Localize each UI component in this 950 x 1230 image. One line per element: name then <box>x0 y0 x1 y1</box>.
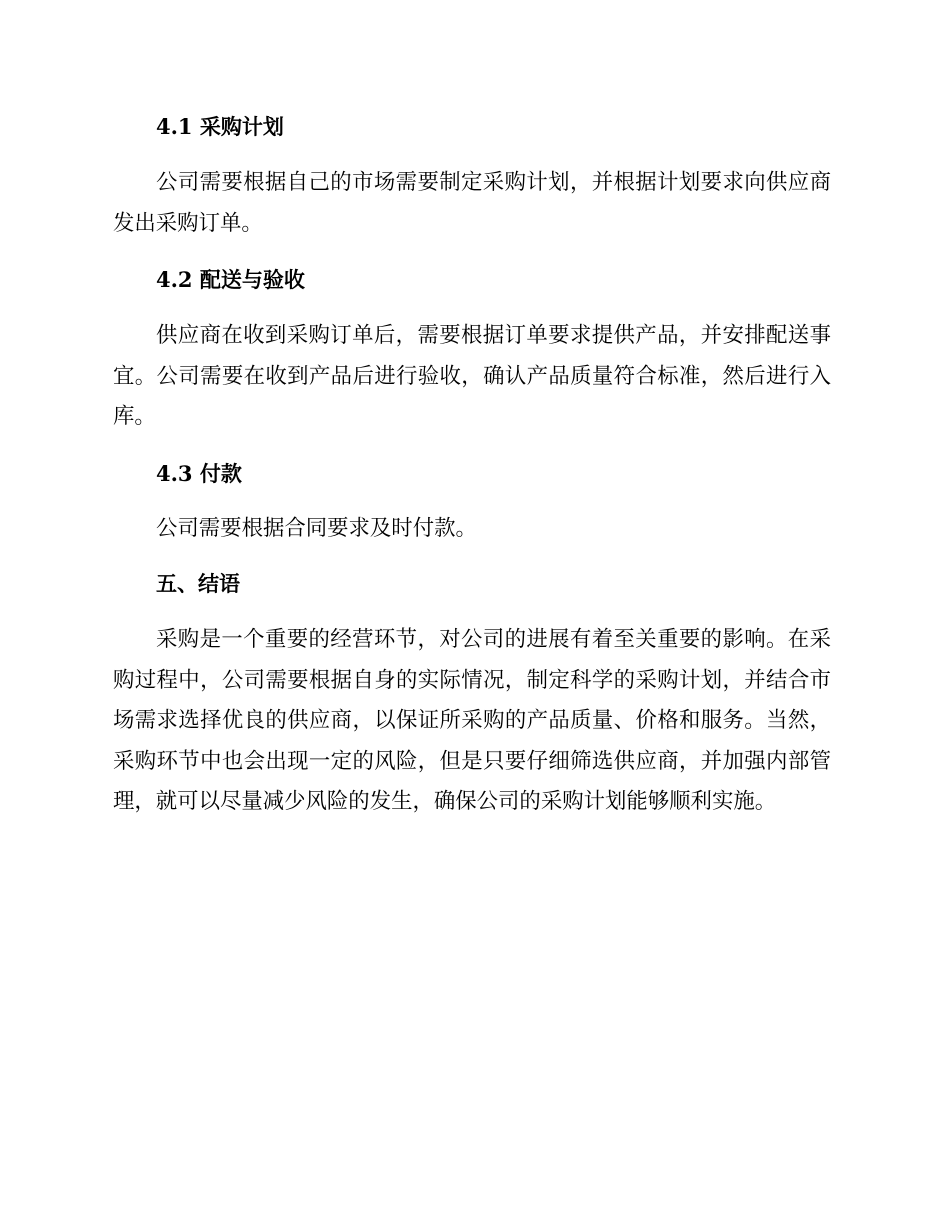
section-heading-4-1: 4.1 采购计划 <box>156 114 284 139</box>
section-heading-4-2: 4.2 配送与验收 <box>156 267 305 292</box>
section-body-4-3: 公司需要根据合同要求及时付款。 <box>156 516 477 541</box>
section-heading-conclusion: 五、结语 <box>156 571 240 596</box>
section-body-4-2: 供应商在收到采购订单后，需要根据订单要求提供产品，并安排配送事宜。公司需要在收到产品后进行验收，确认产品质量符合标准，然后进行入库。 <box>113 323 831 429</box>
section-body-conclusion: 采购是一个重要的经营环节，对公司的进展有着至关重要的影响。在采购过程中，公司需要根据自身的实际情况，制定科学的采购计划，并结合市场需求选择优良的供应商，以保证所采购的产品质量、价格和服务。当然，采购环节中也会出现一定的风险，但是只要仔细筛选供应商，并加强内部管理，就可以尽量减少风险的发生，确保公司的采购计划能够顺利实施。 <box>113 627 831 814</box>
section-heading-4-3: 4.3 付款 <box>156 461 242 486</box>
section-body-4-1: 公司需要根据自己的市场需要制定采购计划，并根据计划要求向供应商发出采购订单。 <box>113 170 831 236</box>
